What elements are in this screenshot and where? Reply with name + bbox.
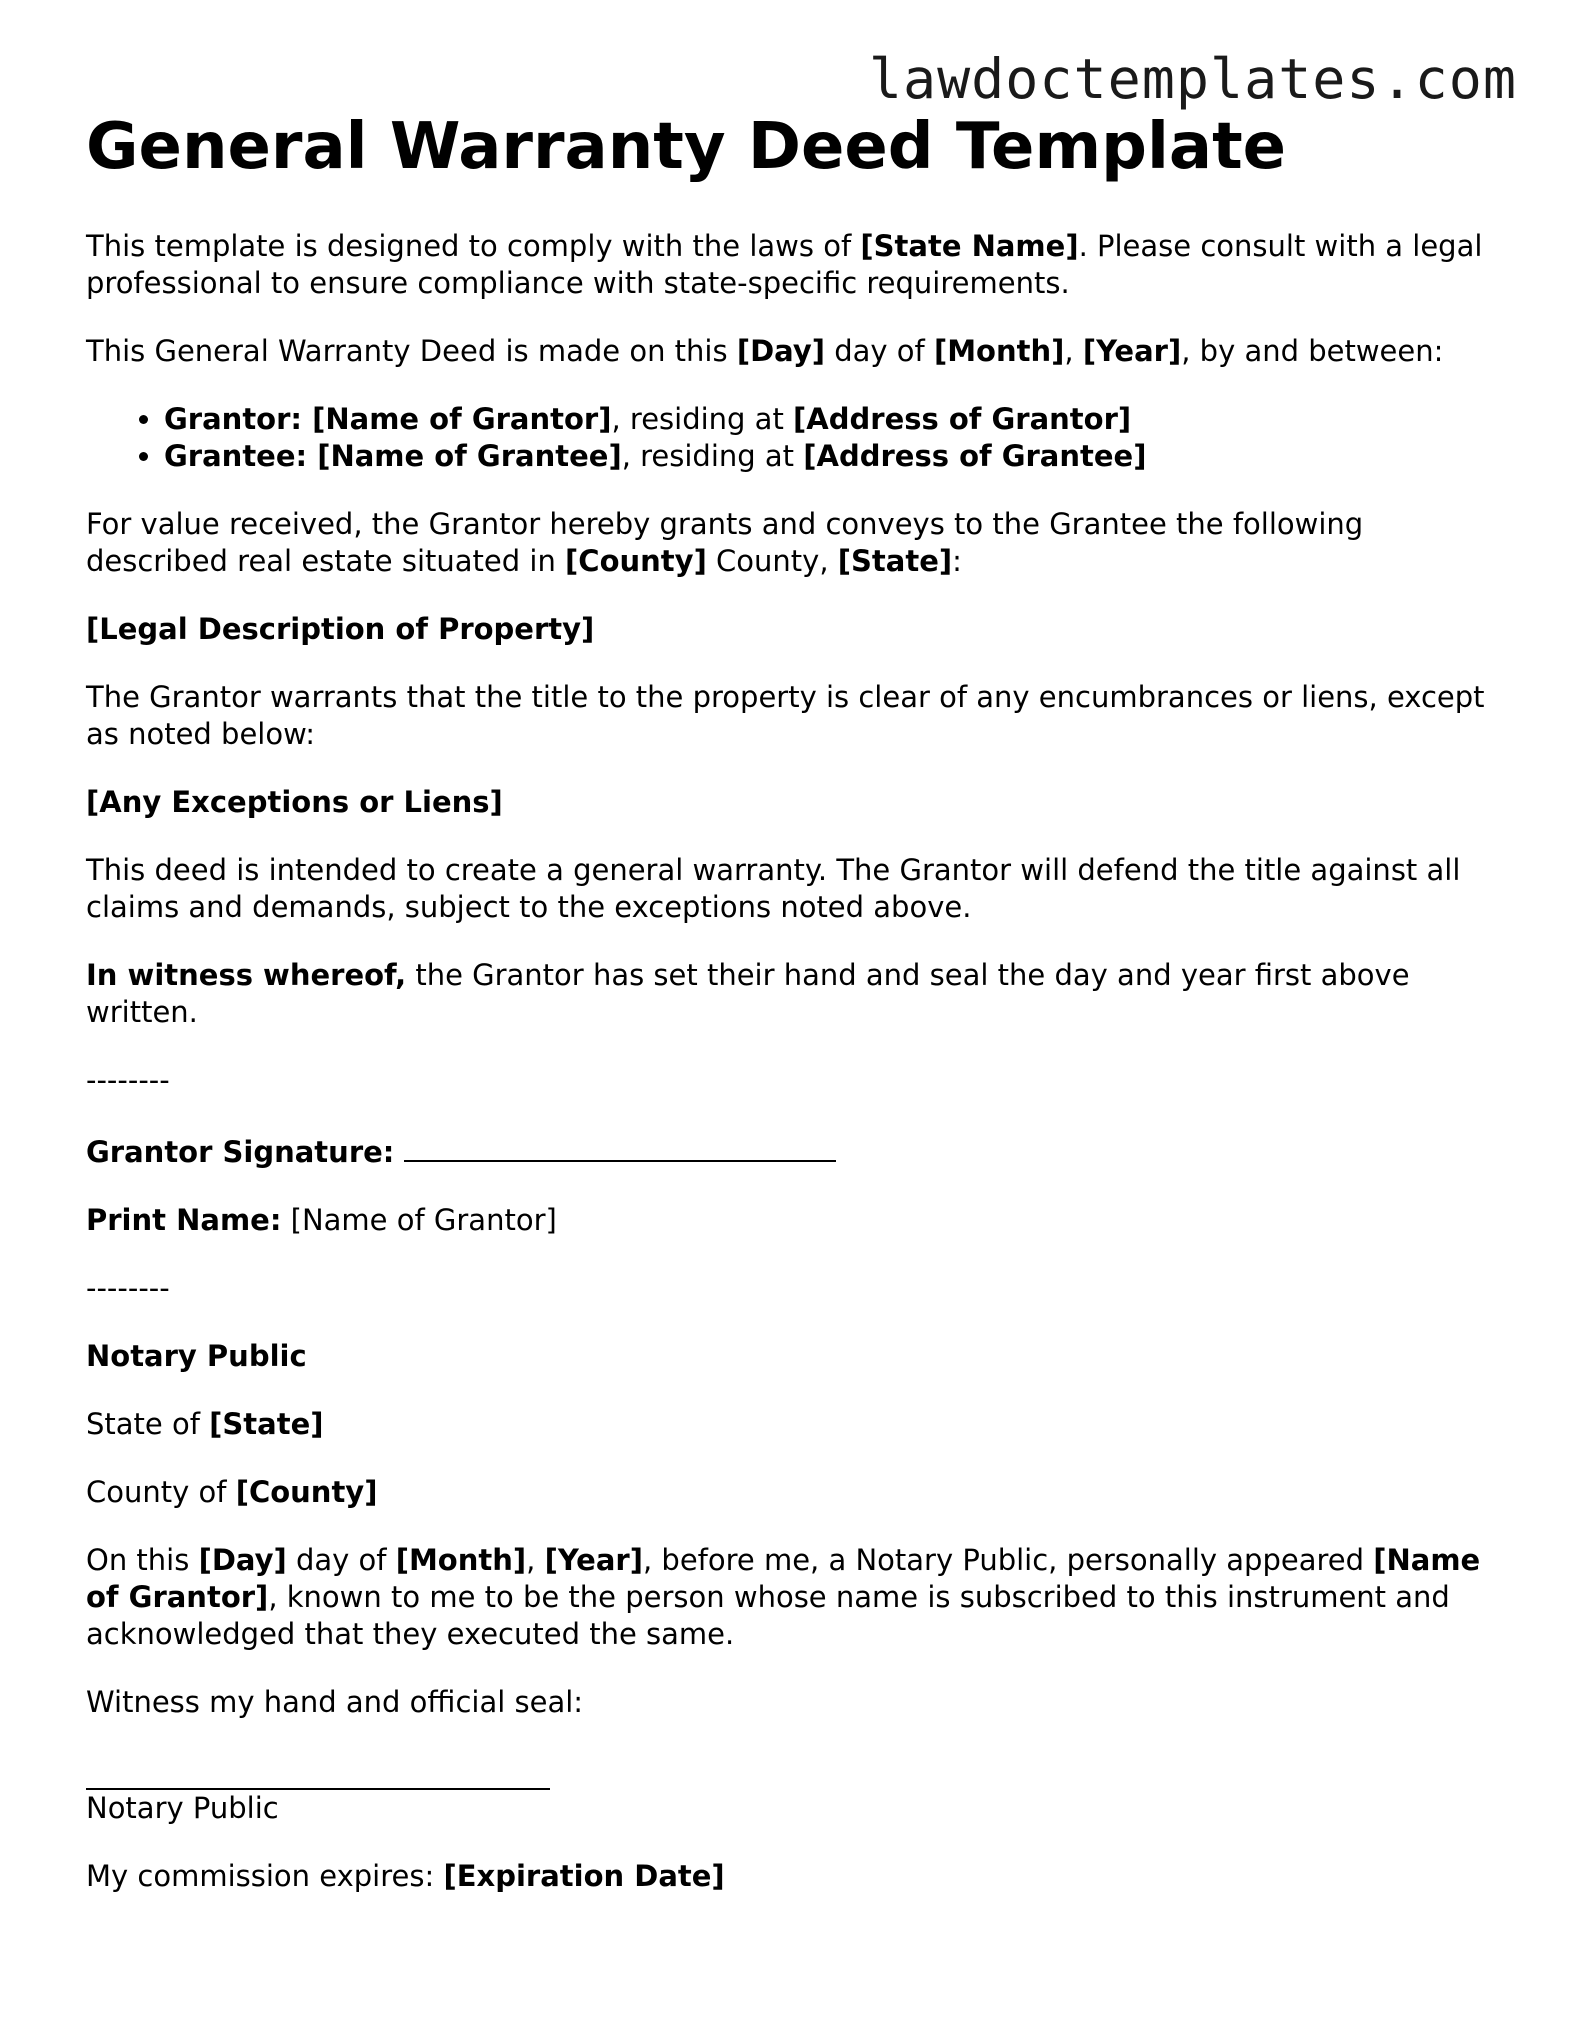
- grantor-signature-line[interactable]: [404, 1130, 836, 1162]
- intro-text-2: . Please consult with a legal professional to ensure compliance with state-specific requirements.: [86, 229, 1483, 300]
- year-placeholder: [Year]: [1082, 334, 1182, 368]
- notary-state-label: State of: [86, 1407, 210, 1441]
- ack-text-3: ,: [526, 1543, 545, 1577]
- grantor-signature-label: Grantor Signature:: [86, 1135, 395, 1169]
- notary-signature-line[interactable]: [86, 1752, 550, 1790]
- commission-label: My commission expires:: [86, 1859, 444, 1893]
- county-placeholder: [County]: [565, 544, 707, 578]
- party-grantor: [164, 401, 1506, 438]
- document-title: General Warranty Deed Template: [86, 110, 1287, 184]
- witness-seal: Witness my hand and official seal:: [86, 1685, 584, 1719]
- intro-text-1: This template is designed to comply with the laws of: [86, 229, 861, 263]
- notary-heading: [86, 1338, 1506, 1375]
- value-text-2: County,: [706, 544, 838, 578]
- notary-heading-text: Notary Public: [86, 1339, 307, 1373]
- ack-text-4: , before me, a Notary Public, personally appeared: [642, 1543, 1374, 1577]
- parties-list: [86, 401, 1506, 475]
- made-text-3: ,: [1064, 334, 1083, 368]
- grantor-mid: , residing at: [611, 402, 794, 436]
- notary-acknowledgment: [86, 1542, 1506, 1653]
- grantee-label: Grantee: [Name of Grantee]: [164, 439, 622, 473]
- made-text-2: day of: [824, 334, 934, 368]
- state-placeholder: [State]: [837, 544, 953, 578]
- value-paragraph: [86, 506, 1506, 580]
- notary-county: [86, 1474, 1506, 1511]
- day-placeholder: [Day]: [736, 334, 825, 368]
- month-placeholder: [Month]: [933, 334, 1065, 368]
- document-body: [86, 110, 1506, 1926]
- warrants-paragraph: The Grantor warrants that the title to the property is clear of any encumbrances or liens, except as noted below:: [86, 680, 1485, 751]
- made-on-paragraph: [86, 333, 1506, 370]
- separator-1: --------: [86, 1063, 170, 1097]
- notary-county-value: [County]: [235, 1475, 378, 1509]
- grantor-signature: [86, 1130, 1506, 1171]
- grantor-label: Grantor: [Name of Grantor]: [164, 402, 612, 436]
- print-name-value: [Name of Grantor]: [281, 1203, 557, 1237]
- print-name-label: Print Name:: [86, 1203, 282, 1237]
- notary-county-label: County of: [86, 1475, 236, 1509]
- site-watermark: lawdoctemplates.com: [868, 47, 1517, 111]
- grantor-address: [Address of Grantor]: [793, 402, 1132, 436]
- ack-text-2: day of: [286, 1543, 396, 1577]
- exceptions-text: [Any Exceptions or Liens]: [86, 785, 503, 819]
- notary-line-label: Notary Public: [86, 1791, 279, 1825]
- state-name-placeholder: [State Name]: [860, 229, 1079, 263]
- notary-state-value: [State]: [209, 1407, 324, 1441]
- witness-text: the Grantor has set their hand and seal the day and year first above written.: [86, 958, 1410, 1029]
- exceptions: [86, 784, 1506, 821]
- ack-name: [Name of Grantor]: [86, 1543, 1481, 1614]
- made-text-4: , by and between:: [1181, 334, 1444, 368]
- ack-day: [Day]: [198, 1543, 287, 1577]
- value-text-3: :: [952, 544, 962, 578]
- intended-paragraph: This deed is intended to create a general warranty. The Grantor will defend the title against all claims and demands, subject to the exceptions noted above.: [86, 853, 1461, 924]
- legal-description-text: [Legal Description of Property]: [86, 612, 595, 646]
- legal-description: [86, 611, 1506, 648]
- print-name: [86, 1202, 1506, 1239]
- witness-paragraph: [86, 957, 1506, 1031]
- notary-state: [86, 1406, 1506, 1443]
- witness-whereof: In witness whereof,: [86, 958, 407, 992]
- ack-text-5: , known to me to be the person whose name is subscribed to this instrument and acknowledged that they executed the same.: [86, 1580, 1450, 1651]
- party-grantee: [164, 438, 1506, 475]
- commission-value: [Expiration Date]: [443, 1859, 725, 1893]
- ack-month: [Month]: [395, 1543, 527, 1577]
- value-text-1: For value received, the Grantor hereby grants and conveys to the Grantee the following described real estate situated in: [86, 507, 1364, 578]
- separator-2: --------: [86, 1271, 170, 1305]
- grantee-mid: , residing at: [621, 439, 804, 473]
- ack-text-1: On this: [86, 1543, 199, 1577]
- made-text-1: This General Warranty Deed is made on this: [86, 334, 737, 368]
- intro-paragraph: [86, 228, 1506, 302]
- ack-year: [Year]: [544, 1543, 643, 1577]
- notary-signature-block: [86, 1752, 1506, 1827]
- commission-expires: [86, 1858, 1506, 1895]
- grantee-address: [Address of Grantee]: [803, 439, 1147, 473]
